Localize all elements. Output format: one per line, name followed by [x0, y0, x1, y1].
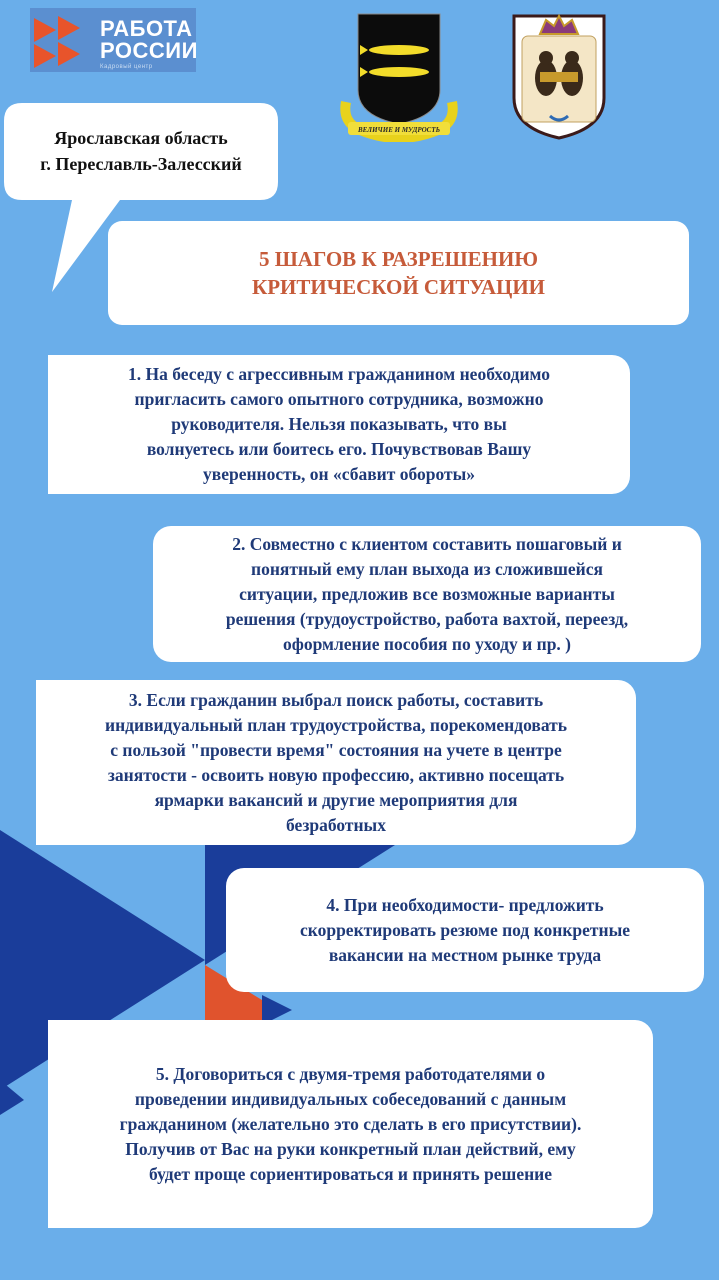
- step-card-1: [48, 355, 630, 494]
- step-4-text: 4. При необходимости- предложить скорректировать резюме под конкретные вакансии на местном рынке труда: [299, 894, 631, 965]
- logo-line-2: РОССИИ: [100, 38, 198, 63]
- step-5-text: 5. Договориться с двумя-тремя работодателями о проведении индивидуальных собеседований с данным гражданином (желательно это сделать в его присутствии). Получив от Вас на руки конкретный план действий, ему будет проще сориентироваться и принять решение: [119, 1063, 582, 1184]
- emblem-ribbon-text: ВЕЛИЧИЕ И МУДРОСТЬ: [357, 126, 441, 134]
- step-2-text: 2. Совместно с клиентом составить пошаговый и понятный ему план выхода из сложившейся ситуации, предложив все возможные варианты решения (трудоустройство, работа вахтой, переезд, оформление пособия по уходу и пр. ): [225, 533, 629, 654]
- location-region: Ярославская область: [54, 128, 228, 148]
- step-card-3: [36, 680, 636, 845]
- page-title: [108, 221, 689, 325]
- step-card-2: [153, 526, 701, 662]
- step-card-4: [226, 868, 704, 992]
- location-text: [6, 103, 276, 199]
- logo-line-1: РАБОТА: [100, 16, 193, 41]
- location-city: г. Переславль-Залесский: [40, 154, 242, 174]
- step-1-text: 1. На беседу с агрессивным гражданином необходимо пригласить самого опытного сотрудника, возможно руководителя. Нельзя показывать, что вы волнуетесь или боитесь его. Почувствовав Вашу уверенность, он «сбавит обороты»: [128, 364, 550, 484]
- page-title-text: 5 ШАГОВ К РАЗРЕШЕНИЮ КРИТИЧЕСКОЙ СИТУАЦИИ: [251, 247, 545, 299]
- step-3-text: 3. Если гражданин выбрал поиск работы, составить индивидуальный план трудоустройства, порекомендовать с пользой "провести время" состояния на учете в центре занятости - освоить новую профессию, активно посещать ярмарки вакансий и другие мероприятия для безработных: [105, 689, 567, 835]
- logo-line-3: Кадровый центр: [100, 64, 153, 70]
- step-card-5: [48, 1020, 653, 1228]
